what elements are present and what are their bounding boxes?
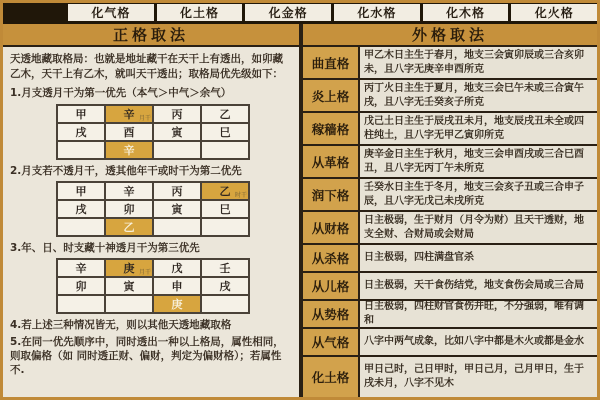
pattern-description: 日主极弱，天干食伤结党，地支食伤会局或三合局: [364, 280, 584, 291]
pattern-label: 从儿格: [303, 273, 360, 299]
stem-cell: 丙: [153, 182, 201, 200]
branch-cell: 申: [153, 277, 201, 295]
main-content: [3, 47, 597, 397]
bazi-example-table-2: [56, 181, 250, 237]
hidden-stem-cell: [153, 141, 201, 159]
branch-cell: 戌: [57, 123, 105, 141]
pattern-label: 从杀格: [303, 245, 360, 271]
pattern-description: 壬癸水日主生于冬月，地支三会亥子丑或三合申子辰，且八字无戊己未戌所克: [364, 181, 584, 207]
tab-化金格: 化金格: [245, 4, 331, 21]
pattern-description: 甲乙木日主生于春月，地支三会寅卯辰或三合亥卯未，且八字无庚辛申酉所克: [364, 49, 584, 75]
pattern-row-稼穑格: [303, 113, 597, 146]
pattern-label: 化土格: [303, 357, 360, 397]
pattern-description: 甲日己时，己日甲时，甲日己月，己月甲日，生于戌未月，八字不见木: [364, 364, 584, 389]
branch-cell: 卯: [105, 200, 153, 218]
pattern-row-从势格: [303, 301, 597, 329]
rule-4-text: 4.若上述三种情况皆无，则以其他天透地藏取格: [10, 318, 232, 331]
stem-cell: 辛 月干: [105, 105, 153, 123]
branch-cell: 巳: [201, 200, 249, 218]
branch-cell: 戌: [57, 200, 105, 218]
hidden-stem-cell: [57, 141, 105, 159]
branch-cell: 酉: [105, 123, 153, 141]
pattern-row-从财格: [303, 212, 597, 245]
stem-cell: 丙: [153, 105, 201, 123]
branch-cell: 寅: [153, 200, 201, 218]
pillar-tag: 月干: [138, 114, 151, 122]
pattern-label: 从财格: [303, 212, 360, 243]
stem-cell: 戊: [153, 259, 201, 277]
tab-化木格: 化木格: [423, 4, 509, 21]
stem-cell: 甲: [57, 182, 105, 200]
pattern-label: 从势格: [303, 301, 360, 327]
top-tab-bar: [3, 3, 597, 24]
pattern-description: 八字中两气成象，比如八字中都是木火或都是金水: [364, 336, 584, 347]
rule-2-text: 2.月支若不透月干，透其他年干或时干为第二优先: [10, 164, 242, 177]
pattern-description: 日主极弱，四柱财官食伤并旺，不分强弱，唯有调和: [364, 301, 584, 326]
external-pattern-panel: [303, 47, 597, 397]
pattern-description: 戊己土日主生于辰戌丑未月，地支辰戌丑未全或四柱纯土，且八字无甲乙寅卯所克: [364, 115, 584, 141]
stem-cell: 辛: [105, 182, 153, 200]
hidden-stem-cell: [153, 218, 201, 236]
bazi-example-table-3: [56, 258, 250, 314]
pattern-row-从儿格: [303, 273, 597, 301]
pattern-label: 曲直格: [303, 47, 360, 78]
stem-cell: 壬: [201, 259, 249, 277]
stem-cell: 乙: [201, 105, 249, 123]
branch-cell: 巳: [201, 123, 249, 141]
stem-cell: 甲: [57, 105, 105, 123]
pattern-row-炎上格: [303, 80, 597, 113]
hidden-stem-cell: 辛: [105, 141, 153, 159]
pattern-label: 稼穑格: [303, 113, 360, 144]
tab-化土格: 化土格: [157, 4, 243, 21]
pattern-description: 日主极弱，四柱满盘官杀: [364, 252, 474, 263]
rule-1-text: 1.月支透月干为第一优先（本气＞中气＞余气）: [10, 87, 232, 100]
branch-cell: 卯: [57, 277, 105, 295]
stem-cell: 庚 月干: [105, 259, 153, 277]
bazi-example-table-1: [56, 104, 250, 160]
intro-paragraph: 天透地藏取格局：也就是地址藏干在天干上有透出，如卯藏乙木，天干上有乙木，就叫天干透出；取格局优先级如下：: [10, 53, 283, 81]
pillar-tag: 月干: [138, 268, 151, 276]
pattern-label: 从气格: [303, 329, 360, 355]
tab-化气格: 化气格: [68, 4, 154, 21]
hidden-stem-cell: [57, 218, 105, 236]
left-section-title: 正格取法: [112, 26, 189, 44]
pattern-label: 炎上格: [303, 80, 360, 111]
stem-cell: 乙 时干: [201, 182, 249, 200]
pattern-row-曲直格: [303, 47, 597, 80]
hidden-stem-cell: [201, 141, 249, 159]
tab-bar-spacer: [3, 3, 65, 22]
branch-cell: 寅: [105, 277, 153, 295]
pattern-label: 从革格: [303, 146, 360, 177]
tab-化火格: 化火格: [511, 4, 597, 21]
branch-cell: 戌: [201, 277, 249, 295]
regular-pattern-panel: [3, 47, 299, 397]
pattern-row-化土格: [303, 357, 597, 397]
rule-5-text: 5.在同一优先顺序中，同时透出一种以上格局，属性相同，则取偏格（如 同时透正财、偏财，判定为偏财格）；若属性不.: [10, 336, 284, 377]
hidden-stem-cell: 乙: [105, 218, 153, 236]
pattern-row-润下格: [303, 179, 597, 212]
pillar-tag: 时干: [234, 191, 247, 199]
pattern-description: 日主极弱，生于财月（月令为财）且天干透财，地支全财、合财局或会财局: [364, 214, 584, 240]
pattern-row-从杀格: [303, 245, 597, 273]
hidden-stem-cell: [57, 295, 105, 313]
pattern-row-从气格: [303, 329, 597, 357]
section-header-bar: [3, 24, 597, 47]
pattern-description: 庚辛金日主生于秋月，地支三会申酉戌或三合巳酉丑，且八字无丙丁午未所克: [364, 148, 584, 174]
hidden-stem-cell: 庚: [153, 295, 201, 313]
hidden-stem-cell: [105, 295, 153, 313]
tab-化水格: 化水格: [334, 4, 420, 21]
pattern-description: 丙丁火日主生于夏月，地支三会巳午未或三合寅午戌，且八字无壬癸亥子所克: [364, 82, 584, 108]
pattern-row-从革格: [303, 146, 597, 179]
hidden-stem-cell: [201, 295, 249, 313]
pattern-label: 润下格: [303, 179, 360, 210]
branch-cell: 寅: [153, 123, 201, 141]
stem-cell: 辛: [57, 259, 105, 277]
hidden-stem-cell: [201, 218, 249, 236]
right-section-title: 外格取法: [299, 24, 597, 45]
rule-3-text: 3.年、日、时支藏十神透月干为第三优先: [10, 241, 200, 254]
